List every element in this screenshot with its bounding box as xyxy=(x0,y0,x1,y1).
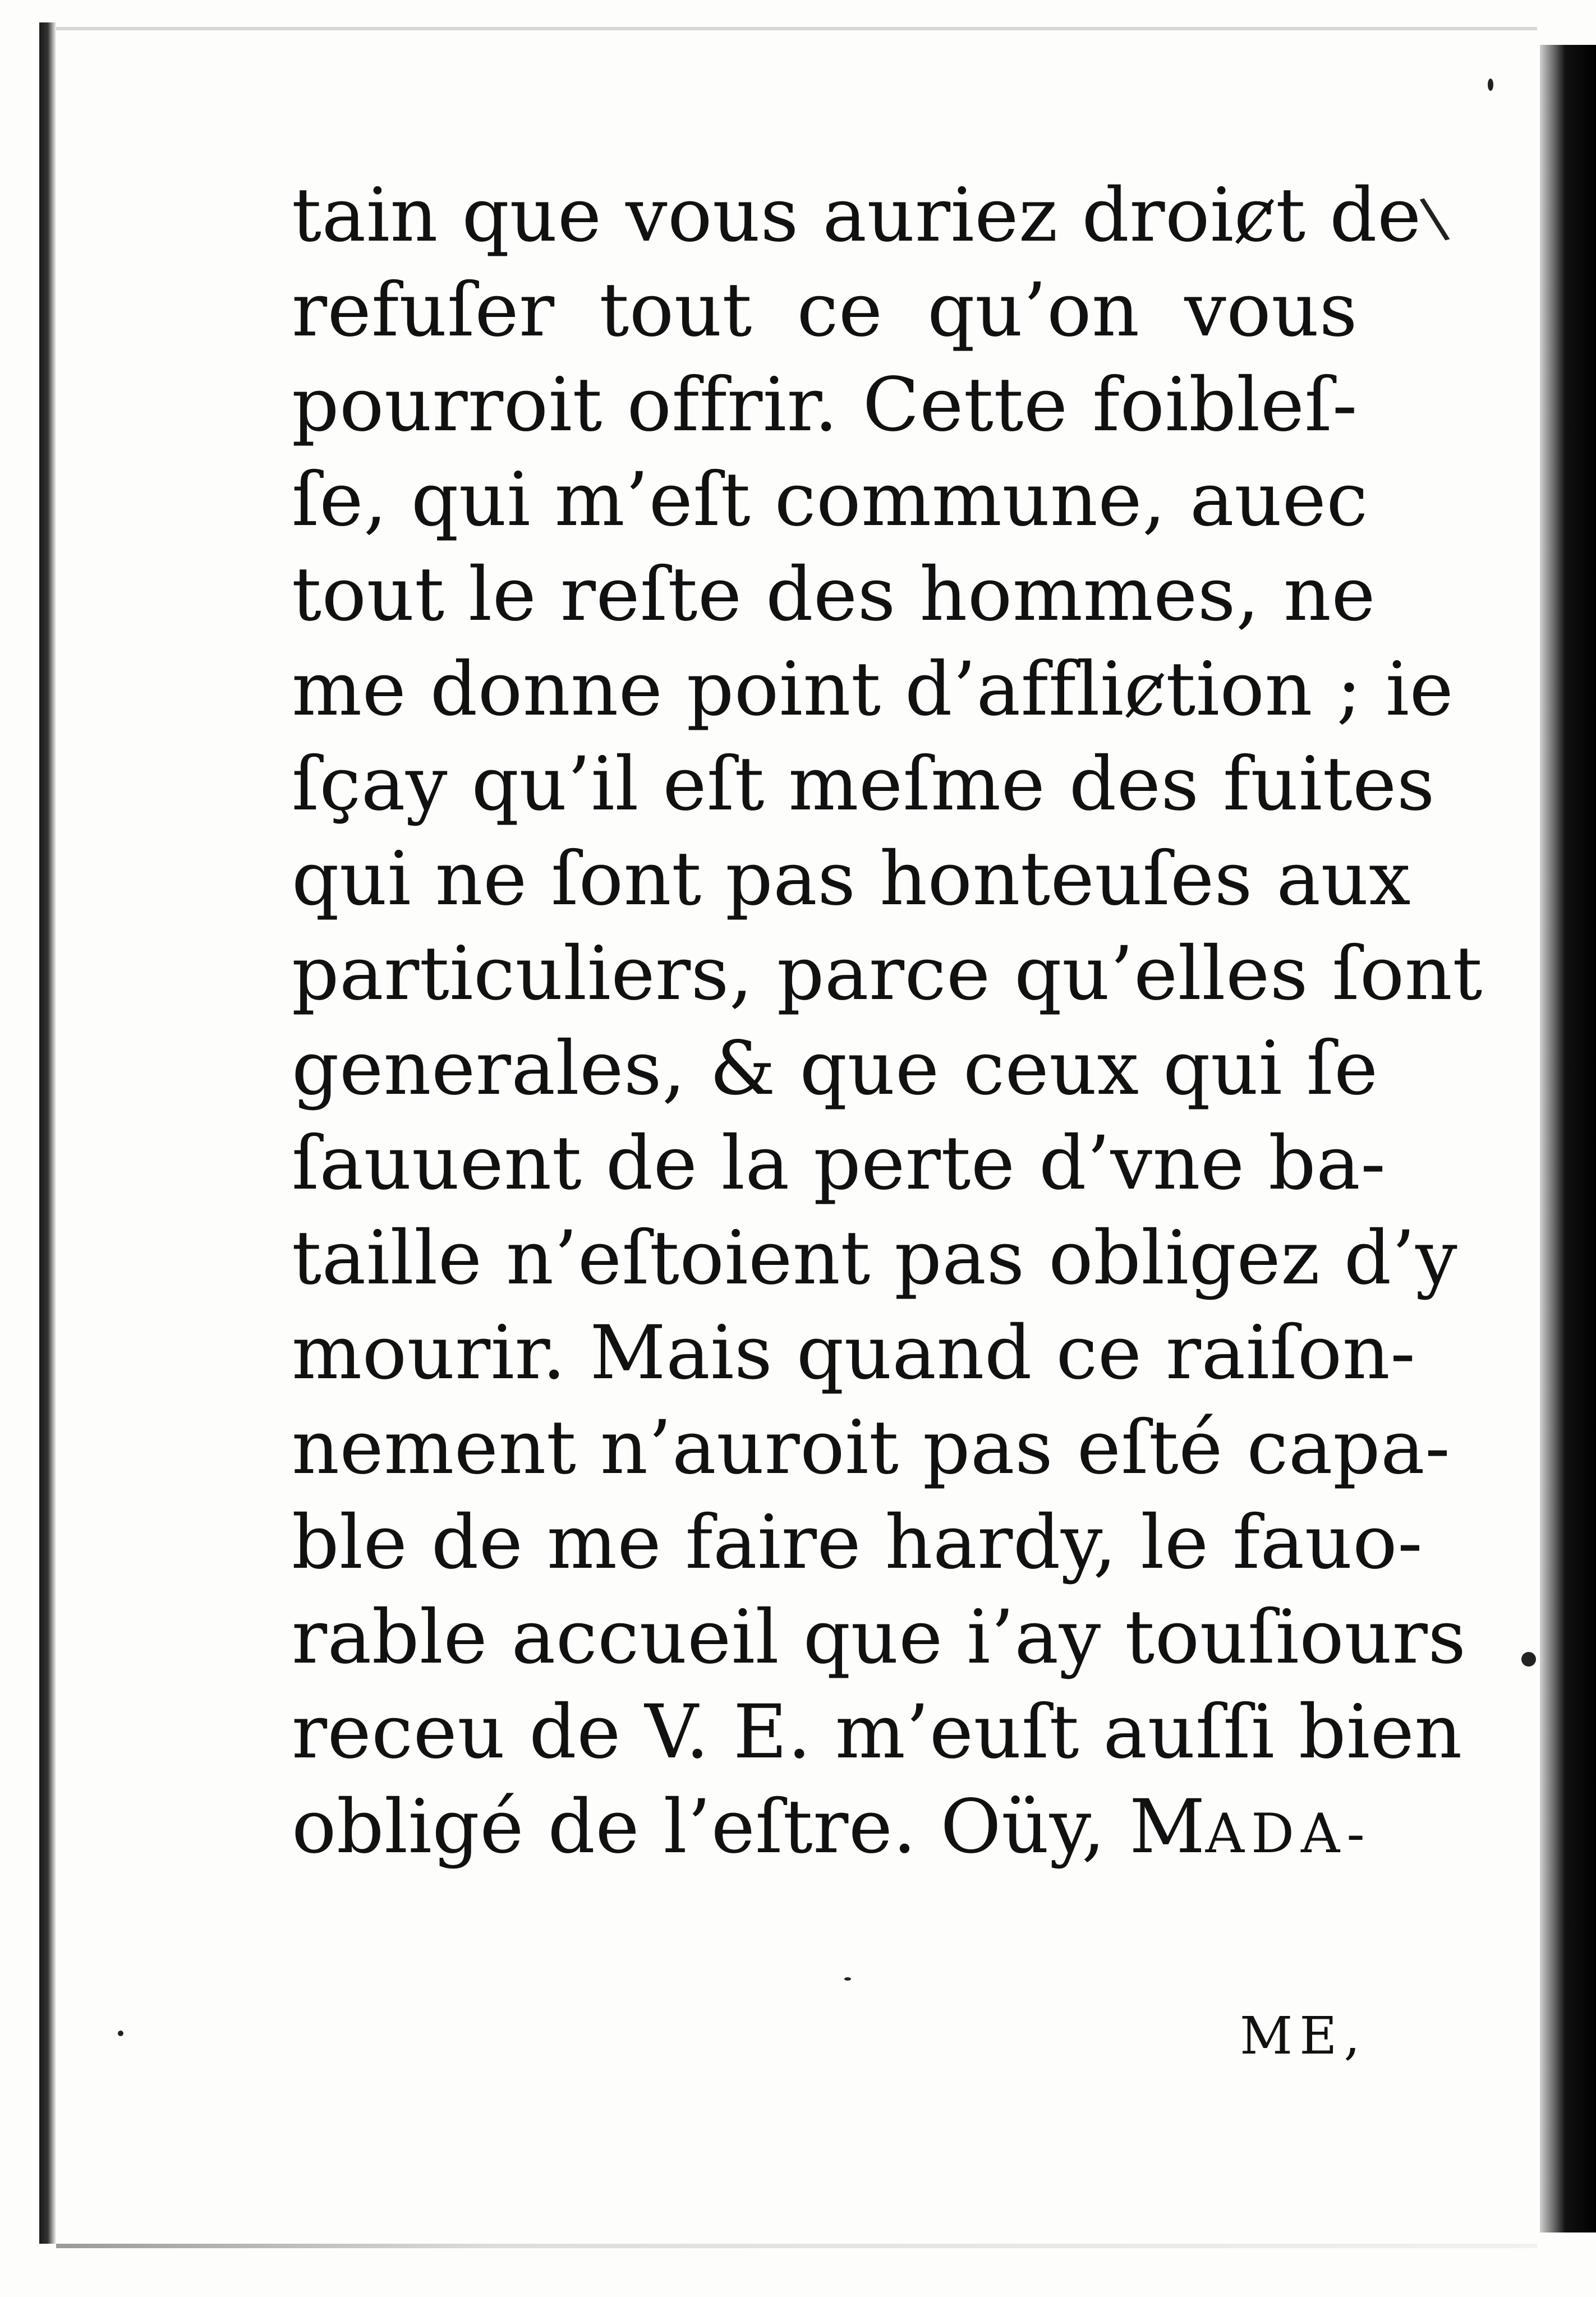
page-text xyxy=(292,168,1483,1875)
scan-edge-bottom xyxy=(56,2244,1537,2248)
text-line: rable accueil que i’ay touſiours xyxy=(292,1594,1466,1681)
scan-speck xyxy=(1488,79,1493,91)
text-line: qui ne ſont pas honteuſes aux xyxy=(292,836,1411,922)
text-line: ſauuent de la perte d’vne ba- xyxy=(292,1120,1386,1207)
text-line: tout le reſte des hommes, ne xyxy=(292,551,1376,638)
text-line: tain que vous auriez droiȼt de xyxy=(292,172,1422,259)
margin-mark: \ xyxy=(1416,183,1452,252)
catchword: ME, xyxy=(1240,2006,1367,2066)
scan-edge-left xyxy=(39,22,56,2244)
text-line: pourroit offrir. Cette foibleſ- xyxy=(292,362,1358,448)
text-line: mourir. Mais quand ce raiſon- xyxy=(292,1310,1416,1396)
scan-speck xyxy=(118,2031,123,2036)
text-line: generales, & que ceux qui ſe xyxy=(292,1025,1378,1112)
text-line-last xyxy=(292,1780,1372,1875)
scan-edge-right xyxy=(1540,45,1596,2232)
scan-edge-top xyxy=(56,27,1537,30)
text-line: ble de me faire hardy, le fauo- xyxy=(292,1499,1423,1586)
text-line: nement n’auroit pas eſté capa- xyxy=(292,1405,1451,1491)
last-line-smallcaps: ADA- xyxy=(1205,1802,1372,1865)
text-line: ſe, qui m’eſt commune, auec xyxy=(292,457,1368,543)
text-line: me donne point d’affliȼtion ; ie xyxy=(292,646,1454,733)
text-line: receu de V. E. m’euſt auſſi bien xyxy=(292,1689,1462,1775)
scan-speck xyxy=(1521,1652,1536,1667)
text-line: refuſer tout ce qu’on vous xyxy=(292,267,1358,353)
text-line: ſçay qu’il eſt meſme des fuites xyxy=(292,741,1436,827)
scan-speck xyxy=(844,1977,851,1981)
text-line: taille n’eſtoient pas obligez d’y xyxy=(292,1215,1458,1301)
last-line-text: obligé de l’eſtre. Oüy, M xyxy=(292,1784,1206,1870)
text-line: particuliers, parce qu’elles ſont xyxy=(292,931,1483,1017)
